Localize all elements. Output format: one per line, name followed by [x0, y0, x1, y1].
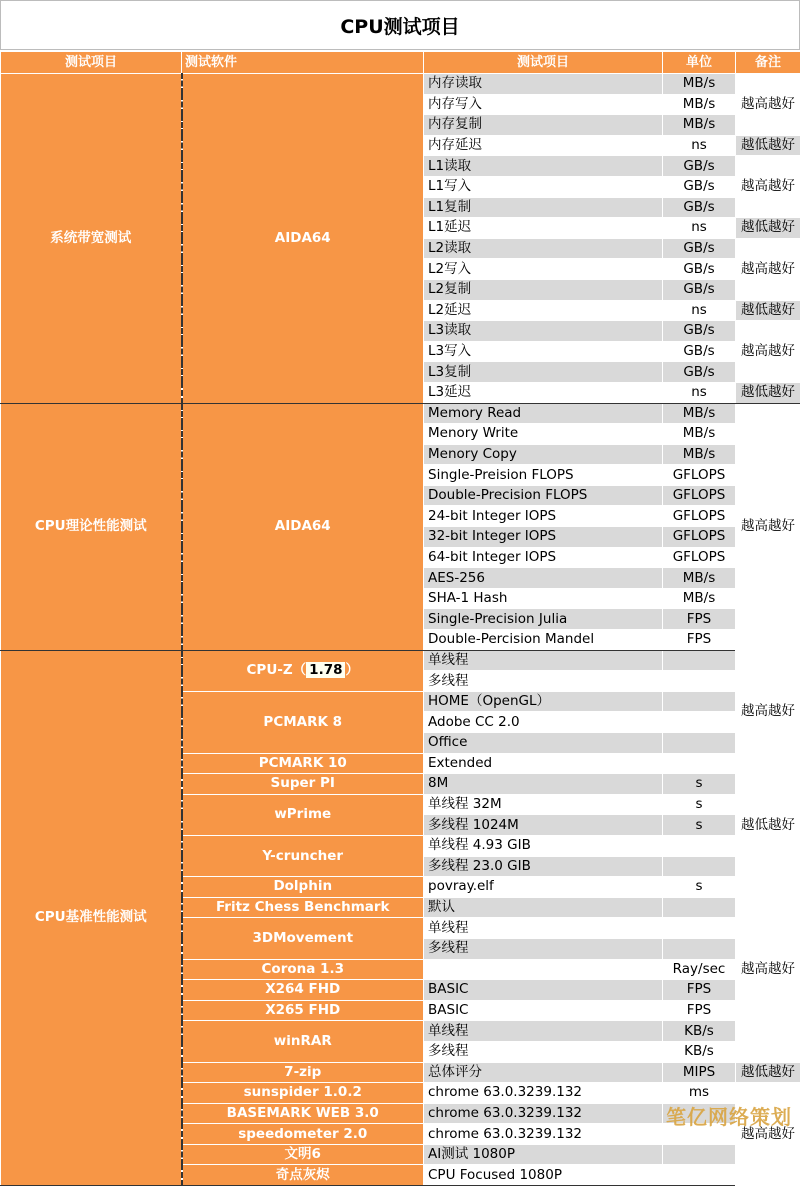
- unit-cell: [663, 753, 736, 774]
- unit-cell: FPS: [663, 609, 736, 630]
- header-category: 测试项目: [1, 52, 182, 74]
- test-item: L2延迟: [424, 300, 663, 321]
- test-item: Double-Precision FLOPS: [424, 485, 663, 506]
- unit-cell: FPS: [663, 1000, 736, 1021]
- header-unit: 单位: [663, 52, 736, 74]
- table-row: [1, 403, 800, 424]
- test-item: L2复制: [424, 279, 663, 300]
- software-cell: 7-zip: [182, 1062, 424, 1083]
- test-item: Office: [424, 733, 663, 754]
- note-cell: 越低越好: [736, 218, 800, 239]
- test-item: L2写入: [424, 259, 663, 280]
- test-item: Double-Percision Mandel: [424, 630, 663, 651]
- unit-cell: MIPS: [663, 1062, 736, 1083]
- table-row: [1, 74, 800, 95]
- note-cell: 越高越好: [736, 877, 800, 1062]
- test-item: L3读取: [424, 321, 663, 342]
- unit-cell: [663, 918, 736, 939]
- cpu-test-table: [0, 51, 800, 1186]
- software-cell: Y-cruncher: [182, 835, 424, 876]
- note-cell: 越低越好: [736, 774, 800, 877]
- test-item: AES-256: [424, 568, 663, 589]
- unit-cell: GB/s: [663, 362, 736, 383]
- header-row: [1, 52, 800, 74]
- note-cell: 越低越好: [736, 300, 800, 321]
- test-item: 内存复制: [424, 115, 663, 136]
- unit-cell: FPS: [663, 630, 736, 651]
- test-item: 单线程: [424, 918, 663, 939]
- test-item: 多线程: [424, 938, 663, 959]
- unit-cell: [663, 1144, 736, 1165]
- software-cell: speedometer 2.0: [182, 1124, 424, 1145]
- unit-cell: GFLOPS: [663, 485, 736, 506]
- software-cell: PCMARK 10: [182, 753, 424, 774]
- unit-cell: [663, 897, 736, 918]
- test-item: chrome 63.0.3239.132: [424, 1083, 663, 1104]
- software-cell: Corona 1.3: [182, 959, 424, 980]
- test-item: Menory Copy: [424, 444, 663, 465]
- software-cell: 奇点灰烬: [182, 1165, 424, 1186]
- note-cell: 越低越好: [736, 135, 800, 156]
- test-item: Extended: [424, 753, 663, 774]
- unit-cell: [663, 712, 736, 733]
- note-cell: 越低越好: [736, 382, 800, 403]
- test-item: BASIC: [424, 980, 663, 1001]
- test-item: 多线程: [424, 1041, 663, 1062]
- software-cell: PCMARK 8: [182, 691, 424, 753]
- software-cell: AIDA64: [182, 403, 424, 650]
- software-cell: [182, 650, 424, 691]
- unit-cell: GB/s: [663, 197, 736, 218]
- unit-cell: MB/s: [663, 115, 736, 136]
- note-cell: 越高越好: [736, 321, 800, 383]
- unit-cell: s: [663, 877, 736, 898]
- software-cell: AIDA64: [182, 74, 424, 404]
- header-software: 测试软件: [182, 52, 424, 74]
- test-item: 内存写入: [424, 94, 663, 115]
- note-cell: 越高越好: [736, 238, 800, 300]
- software-cell: 文明6: [182, 1144, 424, 1165]
- unit-cell: [663, 733, 736, 754]
- category-cell: CPU理论性能测试: [1, 403, 182, 650]
- unit-cell: ns: [663, 382, 736, 403]
- test-item: 64-bit Integer IOPS: [424, 547, 663, 568]
- software-cell: Super PI: [182, 774, 424, 795]
- unit-cell: GB/s: [663, 341, 736, 362]
- test-item: 内存延迟: [424, 135, 663, 156]
- unit-cell: MB/s: [663, 444, 736, 465]
- unit-cell: GB/s: [663, 259, 736, 280]
- test-item: 内存读取: [424, 74, 663, 95]
- unit-cell: s: [663, 774, 736, 795]
- software-cell: X264 FHD: [182, 980, 424, 1001]
- software-cell: 3DMovement: [182, 918, 424, 959]
- unit-cell: MB/s: [663, 74, 736, 95]
- watermark: 笔亿网络策划: [666, 1101, 792, 1130]
- unit-cell: GB/s: [663, 238, 736, 259]
- test-item: Adobe CC 2.0: [424, 712, 663, 733]
- note-cell: 越高越好: [736, 74, 800, 136]
- unit-cell: MB/s: [663, 94, 736, 115]
- unit-cell: GB/s: [663, 321, 736, 342]
- software-paren-open: （: [293, 662, 307, 678]
- test-item: Memory Read: [424, 403, 663, 424]
- test-item: 32-bit Integer IOPS: [424, 527, 663, 548]
- unit-cell: MB/s: [663, 403, 736, 424]
- unit-cell: [663, 671, 736, 692]
- test-item: Single-Precision Julia: [424, 609, 663, 630]
- software-cell: BASEMARK WEB 3.0: [182, 1103, 424, 1124]
- unit-cell: ns: [663, 218, 736, 239]
- test-item: L3延迟: [424, 382, 663, 403]
- note-cell: 越高越好: [736, 1083, 800, 1186]
- software-cell: winRAR: [182, 1021, 424, 1062]
- software-cell: sunspider 1.0.2: [182, 1083, 424, 1104]
- software-version: 1.78: [306, 662, 345, 678]
- header-note: 备注: [736, 52, 800, 74]
- unit-cell: GB/s: [663, 176, 736, 197]
- unit-cell: GB/s: [663, 279, 736, 300]
- test-item: 总体评分: [424, 1062, 663, 1083]
- test-item: Menory Write: [424, 424, 663, 445]
- unit-cell: GFLOPS: [663, 547, 736, 568]
- unit-cell: KB/s: [663, 1041, 736, 1062]
- software-cell: wPrime: [182, 794, 424, 835]
- test-item: L3复制: [424, 362, 663, 383]
- test-item: Single-Preision FLOPS: [424, 465, 663, 486]
- test-item: SHA-1 Hash: [424, 588, 663, 609]
- test-item: L1写入: [424, 176, 663, 197]
- software-cell: Dolphin: [182, 877, 424, 898]
- test-item: povray.elf: [424, 877, 663, 898]
- test-item: HOME（OpenGL）: [424, 691, 663, 712]
- test-item: 单线程 4.93 GIB: [424, 835, 663, 856]
- test-item: 24-bit Integer IOPS: [424, 506, 663, 527]
- test-item: L1复制: [424, 197, 663, 218]
- unit-cell: s: [663, 815, 736, 836]
- software-paren-close: ）: [345, 662, 359, 678]
- test-item: 单线程: [424, 1021, 663, 1042]
- unit-cell: ns: [663, 135, 736, 156]
- note-cell: 越高越好: [736, 156, 800, 218]
- note-cell: 越高越好: [736, 403, 800, 650]
- unit-cell: KB/s: [663, 1021, 736, 1042]
- unit-cell: ns: [663, 300, 736, 321]
- unit-cell: GFLOPS: [663, 465, 736, 486]
- test-item: 多线程: [424, 671, 663, 692]
- table-row: [1, 650, 800, 671]
- unit-cell: [663, 1165, 736, 1186]
- unit-cell: GB/s: [663, 156, 736, 177]
- unit-cell: [663, 691, 736, 712]
- test-item: 8M: [424, 774, 663, 795]
- page-title: CPU测试项目: [0, 0, 800, 50]
- unit-cell: s: [663, 794, 736, 815]
- software-cell: Fritz Chess Benchmark: [182, 897, 424, 918]
- test-item: BASIC: [424, 1000, 663, 1021]
- test-item: 默认: [424, 897, 663, 918]
- test-item: L1读取: [424, 156, 663, 177]
- unit-cell: [663, 938, 736, 959]
- test-item: [424, 959, 663, 980]
- unit-cell: MB/s: [663, 568, 736, 589]
- unit-cell: GFLOPS: [663, 506, 736, 527]
- unit-cell: ms: [663, 1083, 736, 1104]
- test-item: L3写入: [424, 341, 663, 362]
- note-cell: 越高越好: [736, 650, 800, 774]
- test-item: L2读取: [424, 238, 663, 259]
- unit-cell: [663, 856, 736, 877]
- category-cell: 系统带宽测试: [1, 74, 182, 404]
- header-item: 测试项目: [424, 52, 663, 74]
- unit-cell: [663, 650, 736, 671]
- unit-cell: Ray/sec: [663, 959, 736, 980]
- test-item: 单线程 32M: [424, 794, 663, 815]
- unit-cell: [663, 835, 736, 856]
- note-cell: 越低越好: [736, 1062, 800, 1083]
- unit-cell: MB/s: [663, 424, 736, 445]
- test-item: AI测试 1080P: [424, 1144, 663, 1165]
- test-item: 单线程: [424, 650, 663, 671]
- test-item: chrome 63.0.3239.132: [424, 1124, 663, 1145]
- unit-cell: GFLOPS: [663, 527, 736, 548]
- unit-cell: FPS: [663, 980, 736, 1001]
- unit-cell: MB/s: [663, 588, 736, 609]
- software-cell: X265 FHD: [182, 1000, 424, 1021]
- test-item: L1延迟: [424, 218, 663, 239]
- test-item: 多线程 1024M: [424, 815, 663, 836]
- software-name: CPU-Z: [247, 662, 293, 678]
- test-item: CPU Focused 1080P: [424, 1165, 663, 1186]
- test-item: chrome 63.0.3239.132: [424, 1103, 663, 1124]
- test-item: 多线程 23.0 GIB: [424, 856, 663, 877]
- category-cell: CPU基准性能测试: [1, 650, 182, 1185]
